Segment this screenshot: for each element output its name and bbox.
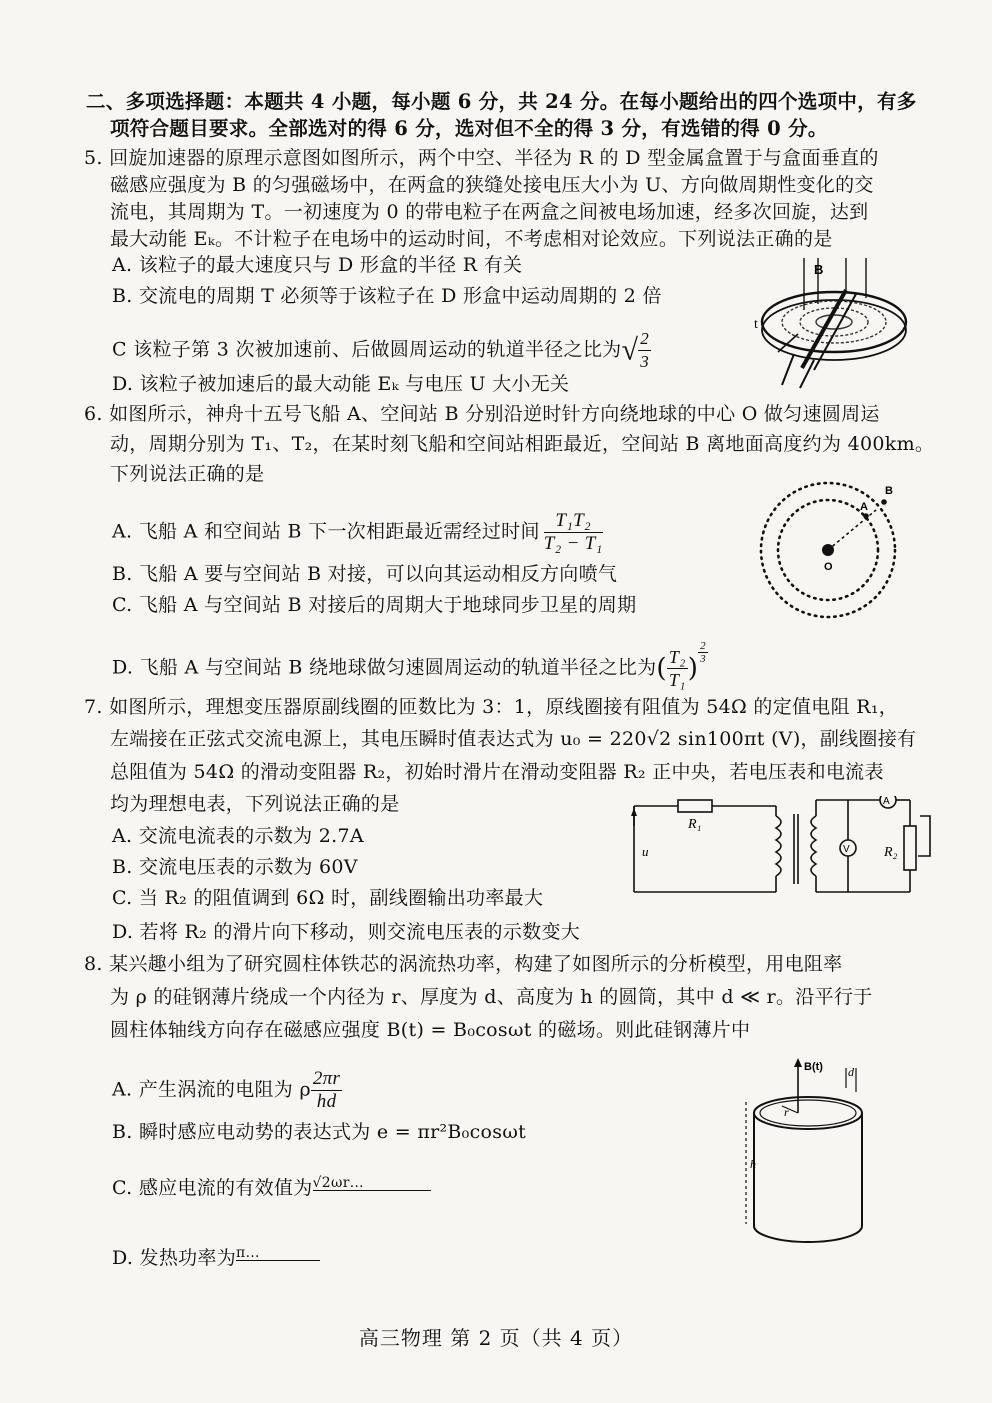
q6-option-d	[112, 640, 708, 691]
q6-d-exp-den: 3	[700, 653, 706, 665]
q7-stem-line4: 均为理想电表，下列说法正确的是	[110, 793, 400, 815]
q6-stem-line2: 动，周期分别为 T₁、T₂，在某时刻飞船和空间站相距最近，空间站 B 离地面高度约为 400km。	[110, 433, 935, 455]
q7-option-a: A. 交流电流表的示数为 2.7A	[112, 825, 364, 847]
cyclotron-label-b: B	[814, 262, 824, 277]
q5-stem-line3: 流电，其周期为 T。一初速度为 0 的带电粒子在两盒之间被电场加速，经多次回旋，达到	[110, 201, 869, 223]
cylinder-label-d: d	[848, 1065, 854, 1079]
q7-stem-line1: 7. 如图所示，理想变压器原副线圈的匝数比为 3：1，原线圈接有阻值为 54Ω 的定值电阻 R₁，	[84, 696, 899, 718]
q5-stem-line4: 最大动能 Eₖ。不计粒子在电场中的运动时间，不考虑相对论效应。下列说法正确的是	[110, 228, 833, 250]
cylinder-label-bt: B(t)	[804, 1061, 823, 1073]
q5-option-c-fraction	[638, 328, 651, 373]
q6-option-a-text: A. 飞船 A 和空间站 B 下一次相距最近需经过时间	[112, 520, 540, 543]
q8-option-a	[112, 1068, 342, 1113]
page-footer: 高三物理 第 2 页（共 4 页）	[358, 1326, 634, 1350]
circuit-label-r1: R₁	[688, 817, 702, 832]
q8-option-c	[112, 1176, 431, 1200]
q5-stem-line2: 磁感应强度为 B 的匀强磁场中，在两盒的狭缝处接电压大小为 U、方向做周期性变化的交	[110, 174, 874, 196]
paren-open: (	[656, 653, 667, 684]
q8-a-num: 2πr	[312, 1068, 341, 1089]
q8-option-b: B. 瞬时感应电动势的表达式为 e = πr²B₀cosωt	[112, 1121, 527, 1143]
q6-option-d-fraction	[667, 646, 688, 691]
q5-c-den: 3	[640, 352, 650, 371]
q5-option-d: D. 该粒子被加速后的最大动能 Eₖ 与电压 U 大小无关	[112, 373, 570, 395]
q7-option-b: B. 交流电压表的示数为 60V	[112, 856, 358, 878]
q8-a-den: hd	[316, 1091, 337, 1112]
q6-option-c: C. 飞船 A 与空间站 B 对接后的周期大于地球同步卫星的周期	[112, 594, 637, 616]
q5-option-c	[112, 328, 651, 373]
q8-option-a-fraction	[311, 1068, 342, 1113]
sqrt-sign: √	[621, 333, 639, 367]
q8-option-d	[112, 1246, 320, 1270]
q6-option-a-fraction	[544, 510, 603, 555]
voltmeter-label: V	[843, 844, 850, 855]
section-title-line2: 项符合题目要求。全部选对的得 6 分，选对但不全的得 3 分，有选错的得 0 分。	[110, 117, 828, 140]
section-title-line1: 二、多项选择题：本题共 4 小题，每小题 6 分，共 24 分。在每小题给出的四个选项中，有多	[86, 90, 917, 113]
q6-stem-line3: 下列说法正确的是	[110, 463, 265, 485]
q8-option-c-text: C. 感应电流的有效值为	[112, 1177, 313, 1199]
q8-c-value: √2ωr…	[313, 1176, 431, 1191]
circuit-label-u: u	[642, 844, 649, 859]
q8-option-d-text: D. 发热功率为	[112, 1247, 237, 1269]
ammeter-label: A	[883, 796, 890, 807]
cylinder-label-r: r	[784, 1105, 789, 1119]
q5-option-c-text: C 该粒子第 3 次被加速前、后做圆周运动的轨道半径之比为	[112, 338, 622, 361]
q8-stem-line2: 为 ρ 的硅钢薄片绕成一个内径为 r、厚度为 d、高度为 h 的圆筒，其中 d ≪ r。沿平行于	[110, 986, 873, 1008]
q8-d-value: π…	[236, 1246, 320, 1261]
q6-option-d-text: D. 飞船 A 与空间站 B 绕地球做匀速圆周运动的轨道半径之比为	[112, 656, 657, 679]
q5-option-a: A. 该粒子的最大速度只与 D 形盒的半径 R 有关	[112, 254, 523, 276]
q6-stem-line1: 6. 如图所示，神舟十五号飞船 A、空间站 B 分别沿逆时针方向绕地球的中心 O 做匀速圆周运	[84, 403, 880, 425]
orbit-label-a: A	[860, 501, 868, 513]
q6-d-den: T₁	[668, 670, 686, 690]
q8-stem-line1: 8. 某兴趣小组为了研究圆柱体铁芯的涡流热功率，构建了如图所示的分析模型，用电阻率	[84, 953, 843, 975]
orbit-label-b: B	[885, 485, 893, 497]
q7-option-d: D. 若将 R₂ 的滑片向下移动，则交流电压表的示数变大	[112, 921, 581, 943]
q5-stem-line1: 5. 回旋加速器的原理示意图如图所示，两个中空、半径为 R 的 D 型金属盒置于与盒面垂直的	[84, 147, 879, 169]
cyclotron-mark: t	[754, 317, 758, 332]
circuit-label-r2: R₂	[884, 845, 898, 860]
q5-c-num: 2	[638, 328, 651, 351]
paren-close: )	[687, 653, 699, 684]
q5-option-b: B. 交流电的周期 T 必须等于该粒子在 D 形盒中运动周期的 2 倍	[112, 285, 662, 307]
orbit-label-o: O	[824, 561, 833, 573]
orbit-diagram	[752, 480, 908, 632]
q6-option-b: B. 飞船 A 要与空间站 B 对接，可以向其运动相反方向喷气	[112, 563, 618, 585]
q8-option-a-text: A. 产生涡流的电阻为 ρ	[112, 1078, 311, 1101]
q7-stem-line3: 总阻值为 54Ω 的滑动变阻器 R₂，初始时滑片在滑动变阻器 R₂ 正中央，若电压表和电流表	[110, 761, 884, 783]
q6-d-num: T₂	[668, 647, 686, 667]
q6-a-den: T₂ − T₁	[543, 533, 603, 554]
q6-d-exp-num: 2	[700, 640, 706, 652]
cyclotron-diagram	[742, 250, 910, 390]
q6-d-exponent	[698, 640, 708, 665]
transformer-circuit	[630, 796, 946, 902]
q7-stem-line2: 左端接在正弦式交流电源上，其电压瞬时值表达式为 u₀ = 220√2 sin100πt (V)，副线圈接有	[110, 728, 917, 750]
q8-stem-line3: 圆柱体轴线方向存在磁感应强度 B(t) = B₀cosωt 的磁场。则此硅钢薄片中	[110, 1019, 751, 1041]
q6-option-a	[112, 510, 603, 555]
q6-a-num: T₁T₂	[544, 510, 603, 533]
q7-option-c: C. 当 R₂ 的阻值调到 6Ω 时，副线圈输出功率最大	[112, 887, 544, 909]
cylinder-label-h: h	[750, 1157, 756, 1171]
cylinder-diagram	[738, 1058, 888, 1248]
